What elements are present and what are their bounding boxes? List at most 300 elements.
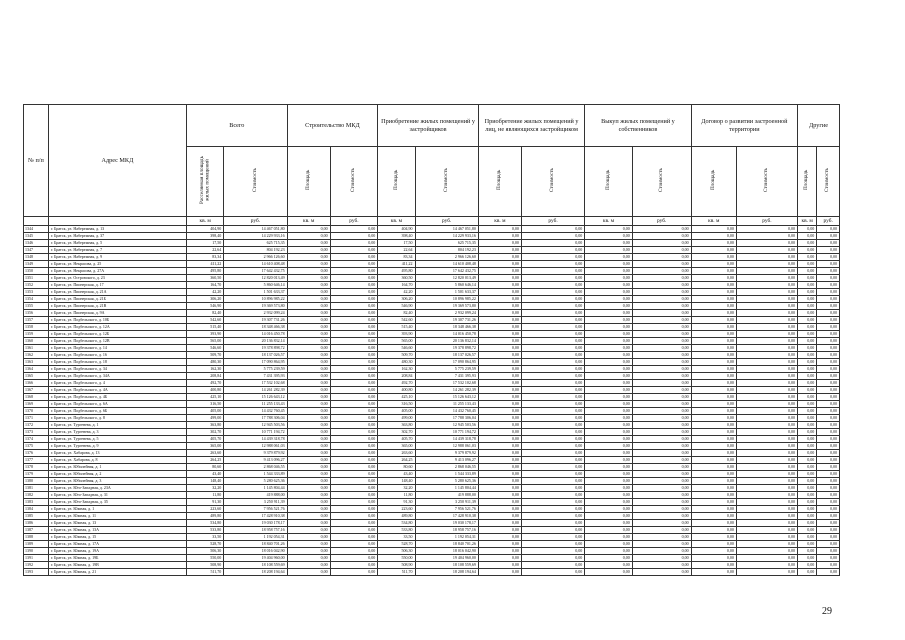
row-value: 0,00 xyxy=(691,268,736,275)
row-value: 0,00 xyxy=(478,527,521,534)
row-value: 0,00 xyxy=(817,485,840,492)
row-value: 0,00 xyxy=(478,562,521,569)
row-address: г. Братск, ул. Южная, д. 15 xyxy=(48,534,186,541)
row-value: 18 348 466,38 xyxy=(224,324,287,331)
row-value: 0,00 xyxy=(287,254,330,261)
row-value: 9 379 879,92 xyxy=(224,450,287,457)
row-value: 0,00 xyxy=(691,261,736,268)
row-value: 0,00 xyxy=(478,492,521,499)
row-value: 17 642 432,75 xyxy=(224,268,287,275)
row-number: 1372 xyxy=(24,422,49,429)
row-value: 0,00 xyxy=(478,289,521,296)
row-number: 1347 xyxy=(24,247,49,254)
row-value: 0,00 xyxy=(691,394,736,401)
row-value: 0,00 xyxy=(691,331,736,338)
row-value: 0,00 xyxy=(736,310,797,317)
row-value: 0,00 xyxy=(585,338,633,345)
row-value: 223,60 xyxy=(186,506,223,513)
row-value: 0,00 xyxy=(817,275,840,282)
table-row xyxy=(24,422,840,429)
row-value: 0,00 xyxy=(736,555,797,562)
row-value: 32,20 xyxy=(378,485,415,492)
row-value: 0,00 xyxy=(287,471,330,478)
row-value: 0,00 xyxy=(521,296,584,303)
row-value: 0,00 xyxy=(521,324,584,331)
row-value: 164,70 xyxy=(186,282,223,289)
group-buyout: Выкуп жилых помещений у собственников xyxy=(585,105,691,147)
row-value: 5 280 625,36 xyxy=(224,478,287,485)
row-address: г. Братск, ул. Южная, д. 19А xyxy=(48,548,186,555)
row-value: 0,00 xyxy=(798,408,817,415)
row-value: 0,00 xyxy=(691,478,736,485)
row-value: 0,00 xyxy=(798,352,817,359)
row-value: 0,00 xyxy=(585,268,633,275)
row-value: 0,00 xyxy=(478,345,521,352)
row-value: 0,00 xyxy=(632,303,691,310)
row-value: 0,00 xyxy=(287,317,330,324)
row-value: 0,00 xyxy=(521,457,584,464)
row-value: 1 501 633,37 xyxy=(224,289,287,296)
row-value: 20 136 832,14 xyxy=(415,338,478,345)
row-address: г. Братск, ул. Юбилейная, д. 2 xyxy=(48,471,186,478)
row-value: 360,50 xyxy=(378,275,415,282)
row-value: 0,00 xyxy=(691,513,736,520)
row-value: 0,00 xyxy=(585,303,633,310)
row-value: 1 192 054,31 xyxy=(415,534,478,541)
row-value: 0,00 xyxy=(478,247,521,254)
row-value: 0,00 xyxy=(478,436,521,443)
row-value: 0,00 xyxy=(521,429,584,436)
row-value: 0,00 xyxy=(521,534,584,541)
row-number: 1344 xyxy=(24,226,49,233)
row-value: 0,00 xyxy=(736,415,797,422)
row-value: 0,00 xyxy=(585,380,633,387)
row-value: 0,00 xyxy=(287,303,330,310)
sub-area: Площадь xyxy=(478,147,521,217)
row-value: 0,00 xyxy=(632,226,691,233)
row-value: 0,00 xyxy=(691,485,736,492)
table-row xyxy=(24,520,840,527)
sub-area: Площадь xyxy=(585,147,633,217)
row-value: 22,64 xyxy=(186,247,223,254)
row-value: 0,00 xyxy=(632,527,691,534)
row-value: 546,90 xyxy=(378,303,415,310)
table-row xyxy=(24,506,840,513)
row-address: г. Братск, ул. Некрасова, д. 25 xyxy=(48,261,186,268)
row-value: 363,80 xyxy=(378,422,415,429)
table-row xyxy=(24,492,840,499)
row-value: 1 544 333,89 xyxy=(415,471,478,478)
row-value: 0,00 xyxy=(632,282,691,289)
row-address: г. Братск, ул. Подбельского, д. 12А xyxy=(48,324,186,331)
row-value: 0,00 xyxy=(691,562,736,569)
row-value: 0,00 xyxy=(817,506,840,513)
row-value: 5 775 239,59 xyxy=(224,366,287,373)
row-number: 1383 xyxy=(24,499,49,506)
table-row xyxy=(24,450,840,457)
row-value: 0,00 xyxy=(736,345,797,352)
row-value: 0,00 xyxy=(330,548,378,555)
row-value: 0,00 xyxy=(632,247,691,254)
row-value: 0,00 xyxy=(287,457,330,464)
row-value: 0,00 xyxy=(632,555,691,562)
row-value: 0,00 xyxy=(736,394,797,401)
row-number: 1365 xyxy=(24,373,49,380)
row-value: 0,00 xyxy=(632,569,691,576)
page-number: 29 xyxy=(822,606,832,617)
row-value: 0,00 xyxy=(691,408,736,415)
row-value: 19 369 573,80 xyxy=(415,303,478,310)
row-value: 0,00 xyxy=(691,380,736,387)
row-value: 0,00 xyxy=(521,541,584,548)
row-value: 411,22 xyxy=(186,261,223,268)
row-value: 509,70 xyxy=(186,352,223,359)
row-value: 0,00 xyxy=(736,296,797,303)
row-value: 0,00 xyxy=(736,569,797,576)
row-value: 0,00 xyxy=(817,499,840,506)
row-value: 0,00 xyxy=(817,254,840,261)
row-value: 7 956 521,76 xyxy=(224,506,287,513)
row-value: 0,00 xyxy=(798,254,817,261)
row-value: 0,00 xyxy=(330,380,378,387)
row-value: 43,40 xyxy=(186,471,223,478)
row-value: 0,00 xyxy=(798,331,817,338)
row-value: 0,00 xyxy=(691,492,736,499)
row-value: 0,00 xyxy=(521,303,584,310)
row-value: 1 544 333,89 xyxy=(224,471,287,478)
row-value: 0,00 xyxy=(521,464,584,471)
row-value: 0,00 xyxy=(585,317,633,324)
row-address: г. Братск, ул. Южная, д. 17А xyxy=(48,541,186,548)
row-value: 0,00 xyxy=(736,541,797,548)
row-value: 33,50 xyxy=(186,534,223,541)
row-number: 1391 xyxy=(24,555,49,562)
row-value: 0,00 xyxy=(817,324,840,331)
row-value: 0,00 xyxy=(330,366,378,373)
row-value: 223,60 xyxy=(378,506,415,513)
row-address: г. Братск, ул. Пионерская, д. 9А xyxy=(48,310,186,317)
row-value: 0,00 xyxy=(632,562,691,569)
row-value: 0,00 xyxy=(330,352,378,359)
row-value: 0,00 xyxy=(736,324,797,331)
row-value: 0,00 xyxy=(632,254,691,261)
group-non-developers: Приобретение жилых помещений у лиц, не являющихся застройщиком xyxy=(478,105,584,147)
row-number: 1382 xyxy=(24,492,49,499)
row-value: 0,00 xyxy=(287,338,330,345)
row-value: 17 090 864,95 xyxy=(415,359,478,366)
row-value: 91,30 xyxy=(378,499,415,506)
row-address: г. Братск, ул. Пионерская, д. 21Б xyxy=(48,296,186,303)
row-value: 0,00 xyxy=(798,366,817,373)
row-value: 0,00 xyxy=(817,429,840,436)
row-value: 0,00 xyxy=(585,555,633,562)
row-value: 0,00 xyxy=(736,226,797,233)
table-row xyxy=(24,562,840,569)
row-value: 0,00 xyxy=(817,380,840,387)
row-value: 0,00 xyxy=(632,296,691,303)
row-value: 148,40 xyxy=(186,478,223,485)
row-value: 0,00 xyxy=(287,408,330,415)
row-value: 0,00 xyxy=(691,534,736,541)
row-value: 0,00 xyxy=(287,450,330,457)
unit-kvm: кв. м xyxy=(478,217,521,226)
row-number: 1384 xyxy=(24,506,49,513)
row-value: 804 192,23 xyxy=(415,247,478,254)
row-value: 1 192 054,31 xyxy=(224,534,287,541)
table-row xyxy=(24,317,840,324)
row-value: 565,00 xyxy=(378,338,415,345)
row-value: 0,00 xyxy=(287,261,330,268)
row-value: 0,00 xyxy=(521,380,584,387)
row-value: 0,00 xyxy=(521,261,584,268)
row-value: 0,00 xyxy=(736,380,797,387)
row-value: 0,00 xyxy=(632,415,691,422)
row-value: 0,00 xyxy=(798,506,817,513)
row-value: 5 860 646,14 xyxy=(415,282,478,289)
unit-kvm: кв. м xyxy=(287,217,330,226)
row-value: 0,00 xyxy=(736,436,797,443)
row-value: 0,00 xyxy=(817,534,840,541)
sub-cost: Стоимость xyxy=(224,147,287,217)
row-value: 0,00 xyxy=(521,268,584,275)
row-value: 11,80 xyxy=(186,492,223,499)
row-value: 398,40 xyxy=(378,233,415,240)
row-value: 0,00 xyxy=(817,541,840,548)
table-row xyxy=(24,247,840,254)
row-number: 1381 xyxy=(24,485,49,492)
row-value: 5 860 646,14 xyxy=(224,282,287,289)
row-value: 0,00 xyxy=(478,457,521,464)
group-contract: Договор о развитии застроенной территории xyxy=(691,105,797,147)
row-value: 0,00 xyxy=(736,464,797,471)
row-value: 511,70 xyxy=(378,569,415,576)
table-row xyxy=(24,443,840,450)
row-value: 91,30 xyxy=(186,499,223,506)
row-number: 1351 xyxy=(24,275,49,282)
row-value: 0,00 xyxy=(736,506,797,513)
row-value: 0,00 xyxy=(691,436,736,443)
row-value: 0,00 xyxy=(521,345,584,352)
row-value: 499,00 xyxy=(186,415,223,422)
row-value: 82,40 xyxy=(378,310,415,317)
row-value: 0,00 xyxy=(632,548,691,555)
row-value: 17 428 910,38 xyxy=(224,513,287,520)
row-value: 208,84 xyxy=(378,373,415,380)
row-value: 0,00 xyxy=(521,317,584,324)
row-value: 18 208 194,64 xyxy=(415,569,478,576)
row-value: 0,00 xyxy=(521,394,584,401)
row-value: 0,00 xyxy=(585,275,633,282)
row-value: 208,84 xyxy=(186,373,223,380)
row-value: 0,00 xyxy=(585,401,633,408)
row-value: 0,00 xyxy=(287,569,330,576)
row-value: 306,20 xyxy=(186,296,223,303)
row-value: 18 840 701,26 xyxy=(415,541,478,548)
row-number: 1361 xyxy=(24,345,49,352)
row-value: 0,00 xyxy=(585,506,633,513)
row-value: 15 126 643,12 xyxy=(415,394,478,401)
row-value: 400,80 xyxy=(378,387,415,394)
row-value: 19 369 573,80 xyxy=(224,303,287,310)
row-value: 0,00 xyxy=(798,317,817,324)
row-value: 0,00 xyxy=(330,513,378,520)
row-value: 0,00 xyxy=(798,268,817,275)
row-address: г. Братск, ул. Подбельского, д. 4Б xyxy=(48,394,186,401)
row-value: 0,00 xyxy=(736,443,797,450)
row-value: 14 261 282,39 xyxy=(224,387,287,394)
row-value: 0,00 xyxy=(736,254,797,261)
row-value: 0,00 xyxy=(585,408,633,415)
row-value: 0,00 xyxy=(330,408,378,415)
unit-rub: руб. xyxy=(415,217,478,226)
row-value: 0,00 xyxy=(330,555,378,562)
row-value: 0,00 xyxy=(585,436,633,443)
table-row xyxy=(24,366,840,373)
row-number: 1349 xyxy=(24,261,49,268)
row-address: г. Братск, ул. Некрасова, д. 27А xyxy=(48,268,186,275)
row-number: 1363 xyxy=(24,359,49,366)
row-value: 0,00 xyxy=(798,282,817,289)
row-value: 0,00 xyxy=(330,569,378,576)
table-row xyxy=(24,555,840,562)
row-value: 11 255 133,43 xyxy=(224,401,287,408)
row-value: 0,00 xyxy=(585,415,633,422)
row-value: 0,00 xyxy=(736,499,797,506)
row-value: 0,00 xyxy=(736,534,797,541)
row-value: 0,00 xyxy=(817,401,840,408)
row-value: 0,00 xyxy=(632,345,691,352)
row-value: 0,00 xyxy=(798,471,817,478)
row-value: 11 255 133,43 xyxy=(415,401,478,408)
row-address: г. Братск, ул. Южная, д. 13А xyxy=(48,527,186,534)
row-value: 0,00 xyxy=(632,275,691,282)
row-number: 1388 xyxy=(24,534,49,541)
row-value: 506,30 xyxy=(378,548,415,555)
row-value: 0,00 xyxy=(330,345,378,352)
row-value: 0,00 xyxy=(521,254,584,261)
unit-kvm: кв. м xyxy=(186,217,223,226)
row-value: 0,00 xyxy=(736,268,797,275)
row-value: 0,00 xyxy=(287,499,330,506)
unit-rub: руб. xyxy=(817,217,840,226)
sub-area: Площадь xyxy=(691,147,736,217)
row-value: 0,00 xyxy=(287,513,330,520)
row-value: 0,00 xyxy=(287,310,330,317)
row-value: 14 229 933,16 xyxy=(415,233,478,240)
row-value: 0,00 xyxy=(585,457,633,464)
row-value: 534,80 xyxy=(186,520,223,527)
row-value: 0,00 xyxy=(817,527,840,534)
row-value: 18 208 194,64 xyxy=(224,569,287,576)
row-value: 0,00 xyxy=(478,338,521,345)
row-value: 0,00 xyxy=(817,233,840,240)
row-value: 0,00 xyxy=(691,471,736,478)
row-value: 12 820 013,49 xyxy=(224,275,287,282)
row-value: 0,00 xyxy=(287,275,330,282)
row-value: 0,00 xyxy=(330,310,378,317)
row-value: 17 532 102,68 xyxy=(224,380,287,387)
row-value: 0,00 xyxy=(691,520,736,527)
row-value: 0,00 xyxy=(521,443,584,450)
row-value: 0,00 xyxy=(798,569,817,576)
row-value: 546,60 xyxy=(186,345,223,352)
row-value: 0,00 xyxy=(632,520,691,527)
row-value: 0,00 xyxy=(817,226,840,233)
table-row xyxy=(24,275,840,282)
row-value: 32,20 xyxy=(186,485,223,492)
row-value: 0,00 xyxy=(521,499,584,506)
row-value: 0,00 xyxy=(798,233,817,240)
row-address: г. Братск, ул. Подбельского, д. 34А xyxy=(48,373,186,380)
row-number: 1385 xyxy=(24,513,49,520)
row-value: 0,00 xyxy=(632,429,691,436)
unit-rub: руб. xyxy=(736,217,797,226)
row-value: 0,00 xyxy=(287,366,330,373)
row-value: 419 888,00 xyxy=(224,492,287,499)
row-value: 0,00 xyxy=(736,471,797,478)
row-value: 0,00 xyxy=(478,464,521,471)
row-value: 1 501 633,37 xyxy=(415,289,478,296)
table-row xyxy=(24,408,840,415)
row-value: 0,00 xyxy=(817,240,840,247)
row-value: 2 932 099,24 xyxy=(224,310,287,317)
row-value: 11,80 xyxy=(378,492,415,499)
row-value: 0,00 xyxy=(330,282,378,289)
row-value: 0,00 xyxy=(330,478,378,485)
unit-rub: руб. xyxy=(521,217,584,226)
row-value: 0,00 xyxy=(691,254,736,261)
row-number: 1350 xyxy=(24,268,49,275)
row-value: 0,00 xyxy=(478,401,521,408)
row-value: 480,30 xyxy=(378,359,415,366)
col-no-header: № п/п xyxy=(24,105,49,217)
row-value: 0,00 xyxy=(691,359,736,366)
row-value: 0,00 xyxy=(736,317,797,324)
row-value: 515,40 xyxy=(378,324,415,331)
row-value: 0,00 xyxy=(691,303,736,310)
row-value: 0,00 xyxy=(691,289,736,296)
row-value: 162,30 xyxy=(186,366,223,373)
row-value: 0,00 xyxy=(736,520,797,527)
row-value: 0,00 xyxy=(287,401,330,408)
unit-kvm: кв. м xyxy=(691,217,736,226)
row-value: 0,00 xyxy=(798,296,817,303)
row-value: 0,00 xyxy=(287,548,330,555)
row-value: 0,00 xyxy=(521,520,584,527)
row-value: 0,00 xyxy=(691,282,736,289)
row-value: 0,00 xyxy=(287,562,330,569)
row-value: 0,00 xyxy=(478,331,521,338)
row-value: 80,60 xyxy=(186,464,223,471)
row-value: 0,00 xyxy=(585,499,633,506)
row-value: 0,00 xyxy=(330,506,378,513)
row-value: 0,00 xyxy=(330,254,378,261)
table-row xyxy=(24,310,840,317)
row-value: 0,00 xyxy=(798,303,817,310)
row-number: 1379 xyxy=(24,471,49,478)
row-number: 1387 xyxy=(24,527,49,534)
row-value: 400,80 xyxy=(186,387,223,394)
row-value: 0,00 xyxy=(478,352,521,359)
row-address: г. Братск, ул. Юго-Западная, д. 35 xyxy=(48,499,186,506)
table-row xyxy=(24,464,840,471)
row-value: 0,00 xyxy=(585,247,633,254)
row-value: 0,00 xyxy=(817,366,840,373)
row-value: 0,00 xyxy=(691,541,736,548)
row-value: 0,00 xyxy=(585,261,633,268)
row-value: 9 413 096,27 xyxy=(224,457,287,464)
row-number: 1352 xyxy=(24,282,49,289)
